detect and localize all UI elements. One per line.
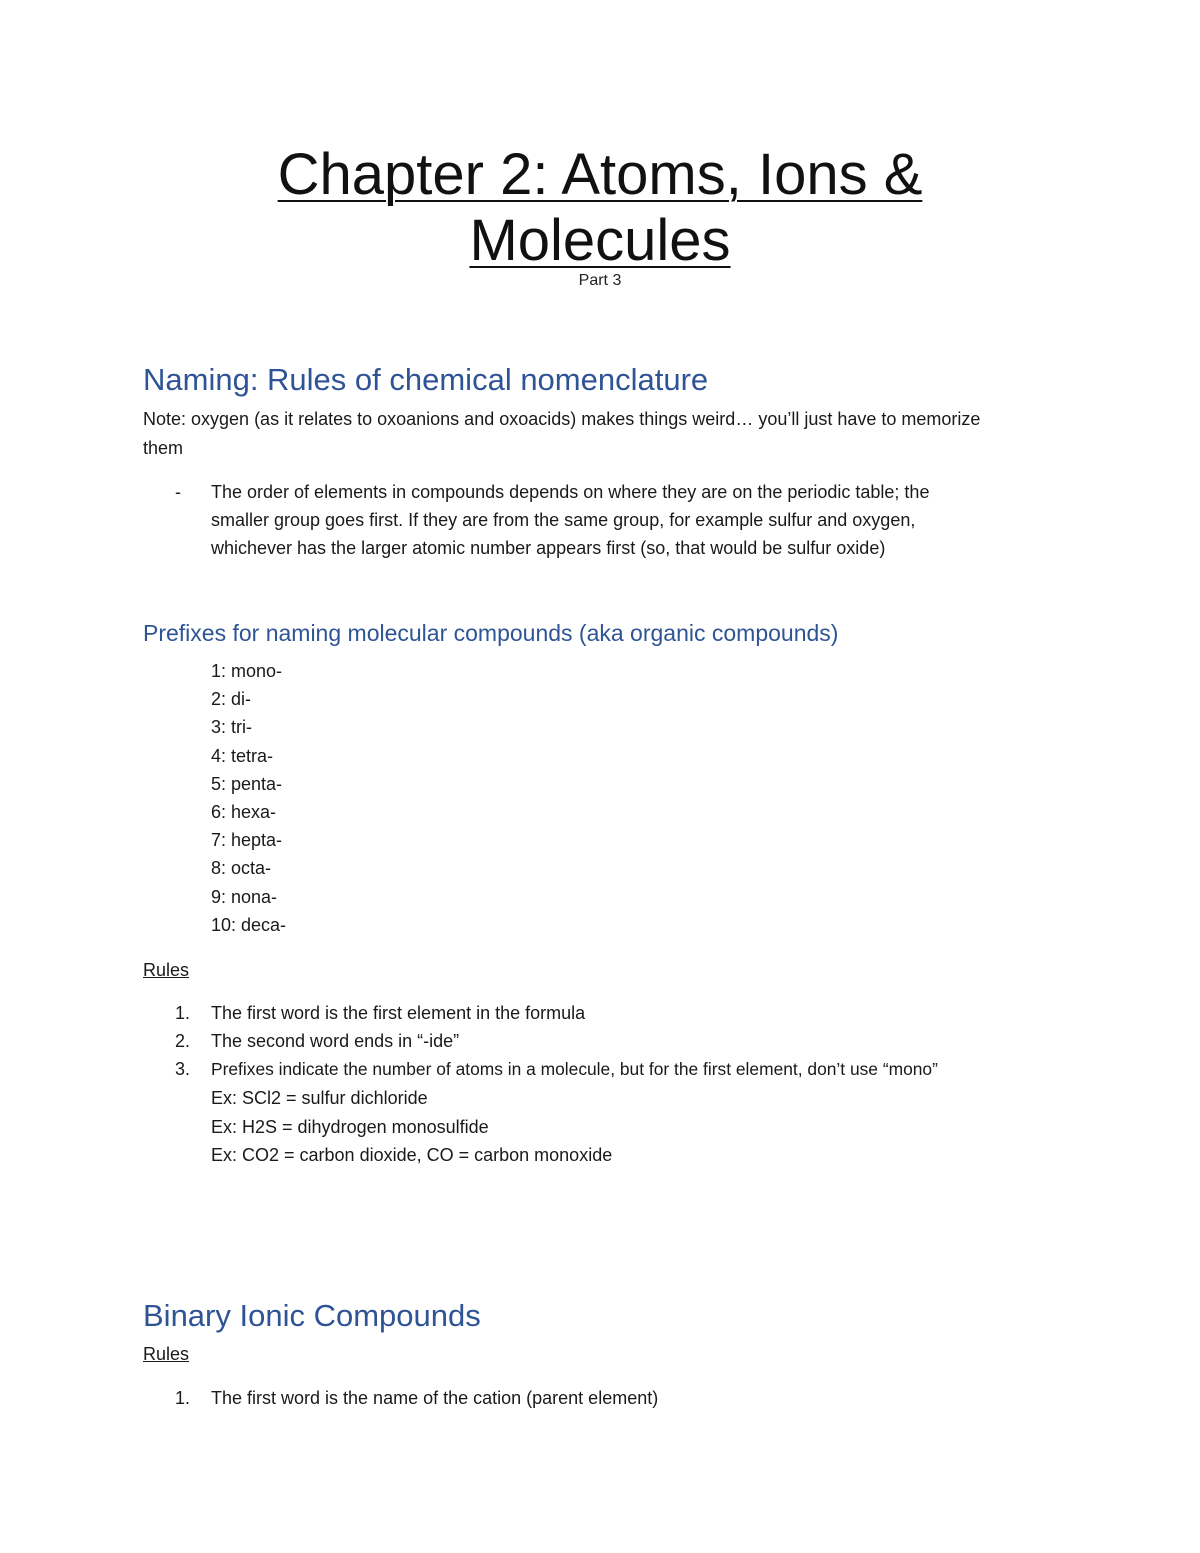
- list-item: 3: tri-: [211, 717, 253, 738]
- rule-text: The second word ends in “-ide”: [211, 1031, 460, 1051]
- page-title: [0, 142, 1200, 274]
- prefix-list: [211, 657, 286, 939]
- binary-heading: Binary Ionic Compounds: [143, 1298, 481, 1333]
- title-line-2: Molecules: [469, 208, 731, 273]
- naming-note-line-2: them: [143, 438, 184, 458]
- list-item: 9: nona-: [211, 886, 278, 907]
- prefixes-heading: Prefixes for naming molecular compounds (aka organic compounds): [143, 620, 839, 646]
- bullet-line-2: smaller group goes first. If they are from the same group, for example sulfur and oxygen,: [211, 510, 916, 530]
- page-subtitle: Part 3: [578, 272, 622, 289]
- rule-text: The first word is the first element in the formula: [211, 1003, 586, 1023]
- rule-text: The first word is the name of the cation (parent element): [211, 1388, 659, 1408]
- bullet-line-1: The order of elements in compounds depends on where they are on the periodic table; the: [211, 482, 930, 502]
- naming-note-line-1: Note: oxygen (as it relates to oxoanions and oxoacids) makes things weird… you’ll just have to memorize: [143, 409, 981, 429]
- binary-rules-label: Rules: [143, 1344, 190, 1364]
- rule-number: 2.: [175, 1031, 191, 1051]
- list-item: 2: di-: [211, 689, 252, 710]
- list-item: 6: hexa-: [211, 802, 277, 823]
- list-item: 5: penta-: [211, 773, 283, 794]
- rule-number: 3.: [175, 1059, 191, 1079]
- example-line: Ex: H2S = dihydrogen monosulfide: [211, 1117, 489, 1137]
- bullet-dash: -: [175, 482, 181, 502]
- rule-text: Prefixes indicate the number of atoms in a molecule, but for the first element, don’t use “mono”: [211, 1059, 938, 1079]
- rule-number: 1.: [175, 1388, 191, 1408]
- prefixes-rules-label: Rules: [143, 960, 190, 980]
- list-item: 7: hepta-: [211, 830, 283, 851]
- list-item: 8: octa-: [211, 858, 272, 879]
- example-line: Ex: CO2 = carbon dioxide, CO = carbon monoxide: [211, 1145, 613, 1165]
- example-line: Ex: SCl2 = sulfur dichloride: [211, 1088, 428, 1108]
- bullet-line-3: whichever has the larger atomic number appears first (so, that would be sulfur oxide): [211, 538, 886, 558]
- rule-number: 1.: [175, 1003, 191, 1023]
- title-line-1: Chapter 2: Atoms, Ions &: [277, 142, 923, 207]
- list-item: 4: tetra-: [211, 745, 274, 766]
- list-item: 1: mono-: [211, 661, 283, 681]
- list-item: 10: deca-: [211, 914, 287, 935]
- naming-heading: Naming: Rules of chemical nomenclature: [143, 362, 709, 397]
